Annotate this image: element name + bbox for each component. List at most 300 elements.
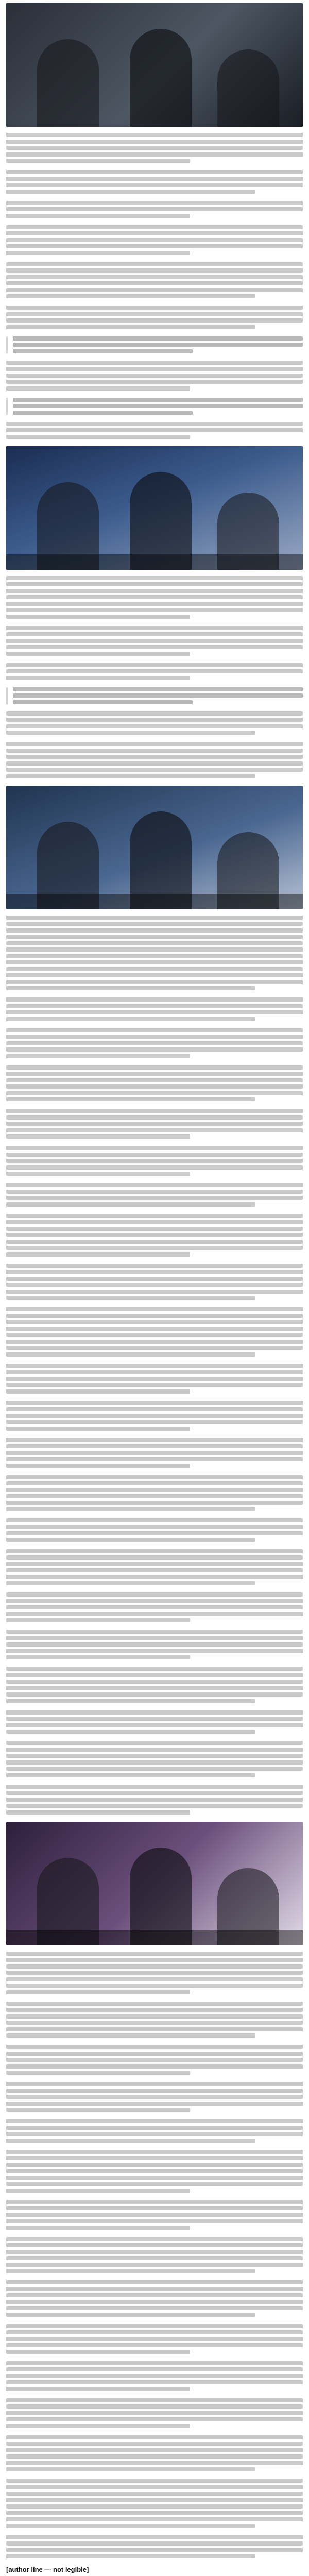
text-line [6,1078,303,1082]
text-line [6,1389,190,1394]
text-line [6,1810,190,1815]
text-line [6,2089,303,2093]
text-line [6,1680,303,1684]
text-line [6,380,303,384]
text-line [6,1307,303,1311]
text-line [6,1004,303,1008]
text-line [13,411,193,415]
text-line [6,731,255,735]
text-line [6,1202,255,1207]
text-line [6,724,303,728]
text-line [6,973,303,977]
tv-caption-bar [6,894,303,909]
text-line [6,768,303,772]
text-line [6,1605,303,1609]
text-line [6,2361,303,2365]
text-line [6,1065,303,1070]
text-line [6,1457,303,1461]
text-line [6,2454,303,2459]
text-line [6,1153,303,1157]
article-paragraph [6,2082,303,2112]
text-line [6,435,190,439]
text-line [6,676,190,680]
text-line [6,1475,303,1479]
article-paragraph [6,2045,303,2075]
text-line [6,986,255,990]
text-line [6,615,190,619]
article-paragraph [6,225,303,255]
article [0,3,309,2576]
text-line [6,916,303,920]
text-line [6,225,303,229]
text-line [6,2237,303,2241]
text-line [6,1568,303,1572]
article-paragraph [6,170,303,194]
text-line [6,2176,303,2180]
text-line [6,386,190,391]
text-line [6,2387,190,2391]
text-line [6,2524,255,2528]
article-paragraph [6,2435,303,2472]
text-line [6,312,303,316]
text-line [6,140,303,144]
article-paragraph [6,916,303,991]
text-line [6,742,303,746]
text-line [6,954,303,958]
text-line [6,1352,255,1357]
hero-photo [6,3,303,127]
article-paragraph [6,2280,303,2317]
tv-caption-bar [6,1930,303,1945]
text-line [6,1630,303,1634]
text-line [6,1754,303,1758]
text-line [6,774,255,778]
article-paragraph [6,306,303,329]
text-line [6,1748,303,1752]
text-line [6,663,303,667]
text-line [6,2517,303,2521]
article-paragraph [6,2535,303,2559]
text-line [6,1146,303,1150]
text-line [6,2002,303,2006]
text-line [6,1220,303,1224]
text-line [6,1501,303,1505]
article-paragraph [6,1667,303,1703]
text-line [6,1122,303,1126]
text-line [6,1673,303,1677]
text-line [6,2330,303,2334]
quote-paragraph [6,687,303,704]
quote-paragraph [6,398,303,415]
text-line [6,1723,303,1727]
text-line [6,1041,303,1045]
text-line [6,2058,303,2062]
text-line [6,2306,303,2310]
text-line [6,1990,190,1994]
text-line [6,2064,303,2069]
text-line [6,146,303,150]
text-line [6,1618,190,1622]
text-line [6,2343,303,2347]
text-line [6,1427,190,1431]
text-line [6,2313,255,2317]
text-line [6,2269,255,2273]
text-line [6,2250,303,2254]
text-line [13,687,303,691]
article-paragraph [6,1109,303,1139]
article-paragraph [6,1438,303,1468]
text-line [6,2132,303,2136]
text-line [6,1172,190,1176]
text-line [6,1183,303,1187]
text-line [6,1165,303,1170]
text-line [6,1444,303,1448]
text-line [6,1407,303,1411]
text-line [6,1028,303,1032]
text-line [6,1320,303,1324]
text-line [6,1047,303,1052]
text-line [6,183,303,187]
article-paragraph [6,663,303,680]
article-paragraph [6,2002,303,2038]
article-paragraph [6,1264,303,1300]
text-line [6,1599,303,1603]
text-line [6,207,303,211]
text-line [6,1451,303,1455]
text-line [6,1636,303,1640]
article-paragraph [6,1364,303,1394]
text-line [6,2398,303,2402]
text-line [6,1538,255,1542]
text-line [6,1464,190,1468]
article-paragraph [6,1785,303,1815]
text-line [6,1798,303,1802]
text-line [6,1494,303,1498]
text-line [6,1717,303,1721]
text-line [6,2263,303,2267]
text-line [6,1655,190,1659]
text-line [6,201,303,205]
text-line [6,2014,303,2019]
text-line [6,1773,255,1777]
article-paragraph [6,742,303,778]
text-line [13,349,193,353]
text-line [6,1190,303,1194]
text-line [6,2417,303,2421]
article-paragraph [6,133,303,163]
text-line [6,2485,303,2489]
text-line [6,1264,303,1268]
text-line [6,367,303,371]
text-line [6,1958,303,1962]
text-line [6,2206,303,2210]
studio_2-photo [6,786,303,909]
text-line [6,1327,303,1331]
text-line [6,2108,190,2112]
text-line [6,177,303,181]
text-line [6,2071,190,2075]
text-line [6,2337,303,2341]
text-line [6,576,303,580]
text-line [6,1971,303,1975]
text-line [6,1401,303,1405]
article-paragraph [6,1741,303,1777]
text-line [6,669,303,673]
text-line [6,244,303,248]
text-line [6,1270,303,1274]
text-line [6,1340,303,1344]
text-line [6,2380,303,2384]
text-line [6,947,303,952]
text-line [6,2139,255,2143]
text-line [6,2442,303,2446]
article-paragraph [6,422,303,439]
article-paragraph [6,2479,303,2528]
text-line [6,1252,190,1257]
text-line [6,1518,303,1522]
text-line [6,1692,303,1697]
text-line [6,2156,303,2160]
text-line [6,2504,303,2509]
text-line [6,1804,303,1808]
text-line [6,2189,190,2193]
tv-caption-bar [6,554,303,570]
text-line [6,361,303,365]
text-line [6,960,303,964]
text-line [6,2548,303,2552]
text-line [6,231,303,235]
text-line [13,693,303,698]
text-line [6,1233,303,1237]
text-line [6,1686,303,1690]
article-paragraph [6,361,303,391]
quote-paragraph [6,336,303,353]
article-paragraph [6,2119,303,2143]
article-paragraph [6,1518,303,1542]
text-line [6,2367,303,2371]
text-line [6,2492,303,2496]
text-line [6,935,303,939]
text-line [6,2404,303,2409]
article-paragraph [6,1183,303,1207]
text-line [6,1377,303,1381]
text-line [6,1525,303,1529]
article-paragraph [6,1630,303,1659]
text-line [6,1562,303,1566]
article-paragraph [6,2200,303,2230]
text-line [6,980,303,984]
text-line [6,1952,303,1956]
text-line [6,159,190,163]
article-paragraph [6,1401,303,1431]
text-line [6,2424,190,2428]
text-line [6,595,303,599]
text-line [6,268,303,273]
text-line [6,645,303,649]
text-line [6,1134,190,1139]
text-line [6,2102,303,2106]
text-line [6,1159,303,1163]
text-line [6,711,303,716]
text-line [6,608,303,612]
text-line [6,1531,303,1535]
text-line [6,2052,303,2056]
text-line [6,1314,303,1318]
article-paragraph [6,2150,303,2193]
text-line [6,2169,303,2173]
text-line [6,997,303,1002]
text-line [6,1581,255,1585]
text-line [6,1964,303,1969]
text-line [6,262,303,266]
article-paragraph [6,1592,303,1622]
text-line [6,1054,190,1058]
text-line [6,928,303,933]
text-line [6,2243,303,2247]
text-line [6,1710,303,1715]
text-line [6,1097,255,1101]
studio_1-photo [6,446,303,570]
article-paragraph [6,201,303,218]
text-line [6,238,303,242]
text-line [6,2435,303,2439]
text-line [6,2448,303,2452]
article-paragraph [6,626,303,656]
text-line [6,2095,303,2099]
text-line [6,1438,303,1442]
text-line [6,2021,303,2025]
text-line [6,2213,303,2217]
text-line [6,589,303,593]
text-line [6,2324,303,2328]
text-line [6,428,303,432]
text-line [6,749,303,753]
text-line [6,639,303,643]
article-paragraph [6,1028,303,1058]
text-line [6,133,303,137]
text-line [6,1420,303,1424]
text-line [6,1346,303,1350]
text-line [6,281,303,285]
text-line [6,2374,303,2378]
article-paragraph [6,711,303,735]
anchor-photo [6,1822,303,1945]
text-line [6,1196,303,1200]
text-line [6,602,303,606]
text-line [6,2119,303,2123]
text-line [6,2467,255,2471]
text-line [6,1667,303,1671]
text-line [6,2411,303,2415]
text-line [13,398,303,402]
text-line [6,288,303,292]
text-line [6,1283,303,1287]
text-line [13,336,303,341]
text-line [6,582,303,586]
text-line [6,941,303,945]
text-line [6,214,190,218]
article-paragraph [6,1307,303,1357]
text-line [6,374,303,378]
text-line [6,1785,303,1789]
text-line [6,306,303,310]
text-line [6,1109,303,1113]
article-paragraph [6,2398,303,2428]
text-line [6,626,303,630]
text-line [6,2256,303,2260]
article-paragraph [6,262,303,299]
text-line [6,2350,190,2354]
text-line [6,1642,303,1647]
article-paragraph [6,576,303,619]
text-line [6,422,303,426]
text-line [13,343,303,347]
text-line [6,275,303,279]
article-paragraph [6,1214,303,1257]
text-line [6,294,255,298]
text-line [6,1481,303,1485]
text-line [6,1246,303,1250]
text-line [6,1730,255,1734]
text-line [6,2182,303,2186]
text-line [6,2082,303,2086]
text-line [6,1767,303,1771]
text-line [6,2479,303,2483]
text-line [6,1214,303,1218]
text-line [6,1649,303,1653]
text-line [6,2163,303,2167]
text-line [6,1760,303,1765]
text-line [6,2150,303,2154]
text-line [6,325,255,329]
text-line [6,1555,303,1560]
text-line [6,2280,303,2284]
text-line [6,1507,255,1511]
text-line [6,1549,303,1553]
text-line [6,190,255,194]
article-paragraph [6,1065,303,1102]
text-line [6,2461,303,2465]
text-line [6,922,303,926]
text-line [6,2045,303,2049]
text-line [6,2300,303,2304]
text-line [6,1115,303,1120]
text-line [6,251,190,255]
text-line [6,2027,303,2031]
text-line [6,1575,303,1579]
text-line [6,1370,303,1374]
text-line [6,1741,303,1745]
author-line: [author line — not legible] [6,2566,89,2573]
text-line [6,1128,303,1132]
article-paragraph [6,1952,303,1994]
text-line [6,2008,303,2012]
person-figure [130,29,192,127]
text-line [6,761,303,766]
text-line [6,1612,303,1616]
article-paragraph [6,2237,303,2274]
text-line [6,170,303,174]
text-line [6,1277,303,1281]
article-paragraph [6,2324,303,2354]
text-line [6,1091,303,1095]
article-paragraph [6,1710,303,1734]
text-line [6,2511,303,2515]
article-paragraph [6,1549,303,1586]
text-line [6,1227,303,1231]
text-line [6,2498,303,2502]
text-line [6,1035,303,1039]
